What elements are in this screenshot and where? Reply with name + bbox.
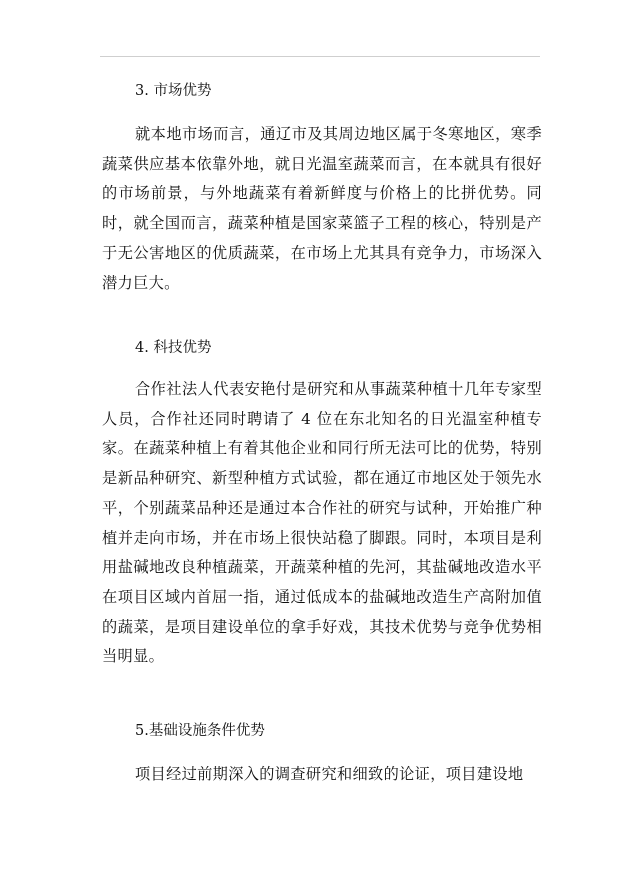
header-rule [100, 56, 540, 57]
section-paragraph-market: 就本地市场而言，通辽市及其周边地区属于冬寒地区，寒季蔬菜供应基本依靠外地，就日光温室蔬菜而言，在本就具有很好的市场前景，与外地蔬菜有着新鲜度与价格上的比拼优势。同时，就全国而言，蔬菜种植是国家菜篮子工程的核心，特别是产于无公害地区的优质蔬菜，在市场上尤其具有竞争力，市场深入潜力巨大。 [102, 125, 542, 292]
section-heading-technology: 4. 科技优势 [135, 340, 212, 356]
section-heading-market: 3. 市场优势 [135, 83, 212, 99]
section-paragraph-technology: 合作社法人代表安艳付是研究和从事蔬菜种植十几年专家型人员，合作社还同时聘请了 4 位在东北知名的日光温室种植专家。在蔬菜种植上有着其他企业和同行所无法可比的优势，特别是新品种研究、新型种植方式试验，都在通辽市地区处于领先水平，个别蔬菜品种还是通过本合作社的研究与试种，开始推广种植并走向市场，并在市场上很快站稳了脚跟。同时，本项目是利用盐碱地改良种植蔬菜，开蔬菜种植的先河，其盐碱地改造水平在项目区域内首屈一指，通过低成本的盐碱地改造生产高附加值的蔬菜，是项目建设单位的拿手好戏，其技术优势与竞争优势相当明显。 [102, 380, 542, 666]
section-heading-infrastructure: 5.基础设施条件优势 [135, 723, 265, 739]
section-paragraph-infrastructure: 项目经过前期深入的调查研究和细致的论证，项目建设地 [135, 765, 524, 783]
